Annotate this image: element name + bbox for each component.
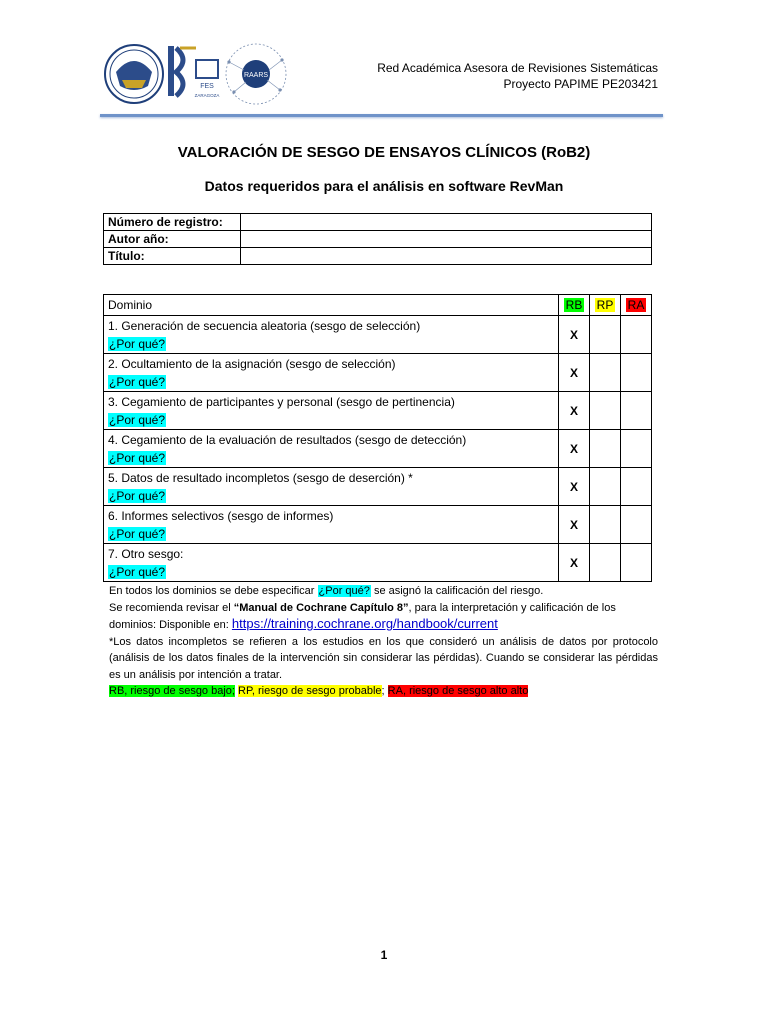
page-number: 1 — [380, 948, 388, 962]
rp-cell[interactable] — [590, 430, 621, 468]
note-text: , para la interpretación y calificación de los dominios: Disponible en: — [109, 601, 616, 631]
ra-cell[interactable] — [621, 316, 652, 354]
table-row — [104, 354, 652, 392]
why-label: ¿Por qué? — [109, 565, 166, 579]
table-row — [104, 214, 652, 231]
why-label: ¿Por qué? — [109, 489, 166, 503]
rb-cell[interactable]: X — [559, 354, 590, 392]
raars-logo-text: RAARS — [243, 72, 269, 79]
fes-zaragoza-logo-icon — [168, 46, 219, 98]
legend-separator: ; — [381, 685, 385, 697]
why-label: ¿Por qué? — [109, 375, 166, 389]
why-label: ¿Por qué? — [109, 337, 166, 351]
legend-rp: RP, riesgo de sesgo probable — [238, 685, 382, 697]
rb-header — [559, 295, 590, 316]
legend — [109, 683, 658, 700]
table-header-row — [104, 295, 652, 316]
ra-cell[interactable] — [621, 506, 652, 544]
domain-label: 5. Datos de resultado incompletos (sesgo de deserción) * — [108, 471, 413, 485]
domain-label: 1. Generación de secuencia aleatoria (sesgo de selección) — [108, 319, 421, 333]
note-incomplete-data: *Los datos incompletos se refieren a los estudios en los que consideró un análisis de datos por protocolo (análisis de los datos finales de la intervención sin considerar las pérdidas). Cuando se considerar las pérdidas es un análisis por intención a tratar. — [109, 635, 658, 681]
rp-header — [590, 295, 621, 316]
rb-cell[interactable]: X — [559, 430, 590, 468]
rp-cell[interactable] — [590, 544, 621, 582]
svg-text:FES: FES — [200, 83, 214, 90]
header-text — [377, 60, 658, 92]
rp-cell[interactable] — [590, 316, 621, 354]
domain-label: 3. Cegamiento de participantes y personal (sesgo de pertinencia) — [108, 395, 455, 409]
domain-header: Dominio — [104, 295, 559, 316]
why-label: ¿Por qué? — [109, 451, 166, 465]
rp-cell[interactable] — [590, 392, 621, 430]
ra-header-label: RA — [627, 298, 645, 312]
rb-cell[interactable]: X — [559, 544, 590, 582]
domain-cell — [104, 316, 559, 354]
note-text: Se recomienda revisar el — [109, 601, 234, 614]
why-label: ¿Por qué? — [109, 527, 166, 541]
domain-cell — [104, 506, 559, 544]
header-divider — [100, 114, 663, 117]
cochrane-link[interactable]: https://training.cochrane.org/handbook/current — [231, 616, 498, 631]
ra-cell[interactable] — [621, 544, 652, 582]
registry-table — [103, 213, 652, 265]
table-row — [104, 430, 652, 468]
legend-rb: RB, riesgo de sesgo bajo; — [109, 685, 235, 697]
document-title: VALORACIÓN DE SESGO DE ENSAYOS CLÍNICOS (RoB2) — [177, 144, 591, 161]
rb-cell[interactable]: X — [559, 506, 590, 544]
ra-cell[interactable] — [621, 392, 652, 430]
registry-value[interactable] — [241, 214, 652, 231]
svg-text:ZARAGOZA: ZARAGOZA — [194, 93, 220, 98]
why-highlight: ¿Por qué? — [318, 585, 370, 597]
domain-cell — [104, 354, 559, 392]
note-why — [109, 583, 658, 600]
registry-value[interactable] — [241, 231, 652, 248]
ra-header — [621, 295, 652, 316]
header-line2: Proyecto PAPIME PE203421 — [503, 77, 658, 91]
note-manual — [109, 600, 658, 634]
registry-label: Autor año: — [104, 231, 241, 248]
rb-cell[interactable]: X — [559, 392, 590, 430]
rb-header-label: RB — [565, 298, 583, 312]
table-row — [104, 392, 652, 430]
registry-value[interactable] — [241, 248, 652, 265]
rp-cell[interactable] — [590, 506, 621, 544]
domain-label: 2. Ocultamiento de la asignación (sesgo de selección) — [108, 357, 396, 371]
table-row — [104, 506, 652, 544]
table-row — [104, 316, 652, 354]
rp-header-label: RP — [596, 298, 614, 312]
rb-cell[interactable]: X — [559, 468, 590, 506]
domain-cell — [104, 544, 559, 582]
ra-cell[interactable] — [621, 354, 652, 392]
domain-label: 6. Informes selectivos (sesgo de informes) — [108, 509, 334, 523]
manual-title: “Manual de Cochrane Capítulo 8” — [233, 601, 409, 614]
note-text: se asignó la calificación del riesgo. — [370, 585, 544, 597]
registry-label: Título: — [104, 248, 241, 265]
note-text: En todos los dominios se debe especificar — [109, 585, 318, 597]
domain-label: 4. Cegamiento de la evaluación de resultados (sesgo de detección) — [108, 433, 467, 447]
unam-seal-icon — [105, 45, 163, 103]
table-row — [104, 248, 652, 265]
ra-cell[interactable] — [621, 430, 652, 468]
table-row — [104, 231, 652, 248]
ra-cell[interactable] — [621, 468, 652, 506]
domain-cell — [104, 430, 559, 468]
header-line1: Red Académica Asesora de Revisiones Sistemáticas — [377, 61, 658, 75]
rp-cell[interactable] — [590, 468, 621, 506]
domain-cell — [104, 468, 559, 506]
rp-cell[interactable] — [590, 354, 621, 392]
registry-label: Número de registro: — [104, 214, 241, 231]
rb-cell[interactable]: X — [559, 316, 590, 354]
table-row — [104, 468, 652, 506]
institution-logos — [104, 42, 304, 106]
table-row — [104, 544, 652, 582]
domain-cell — [104, 392, 559, 430]
raars-network-logo-icon — [226, 44, 286, 104]
legend-ra: RA, riesgo de sesgo alto alto — [387, 685, 529, 697]
why-label: ¿Por qué? — [109, 413, 166, 427]
notes-section — [109, 583, 658, 700]
risk-of-bias-table — [103, 294, 652, 582]
domain-label: 7. Otro sesgo: — [108, 547, 184, 561]
document-subtitle: Datos requeridos para el análisis en software RevMan — [204, 178, 564, 194]
